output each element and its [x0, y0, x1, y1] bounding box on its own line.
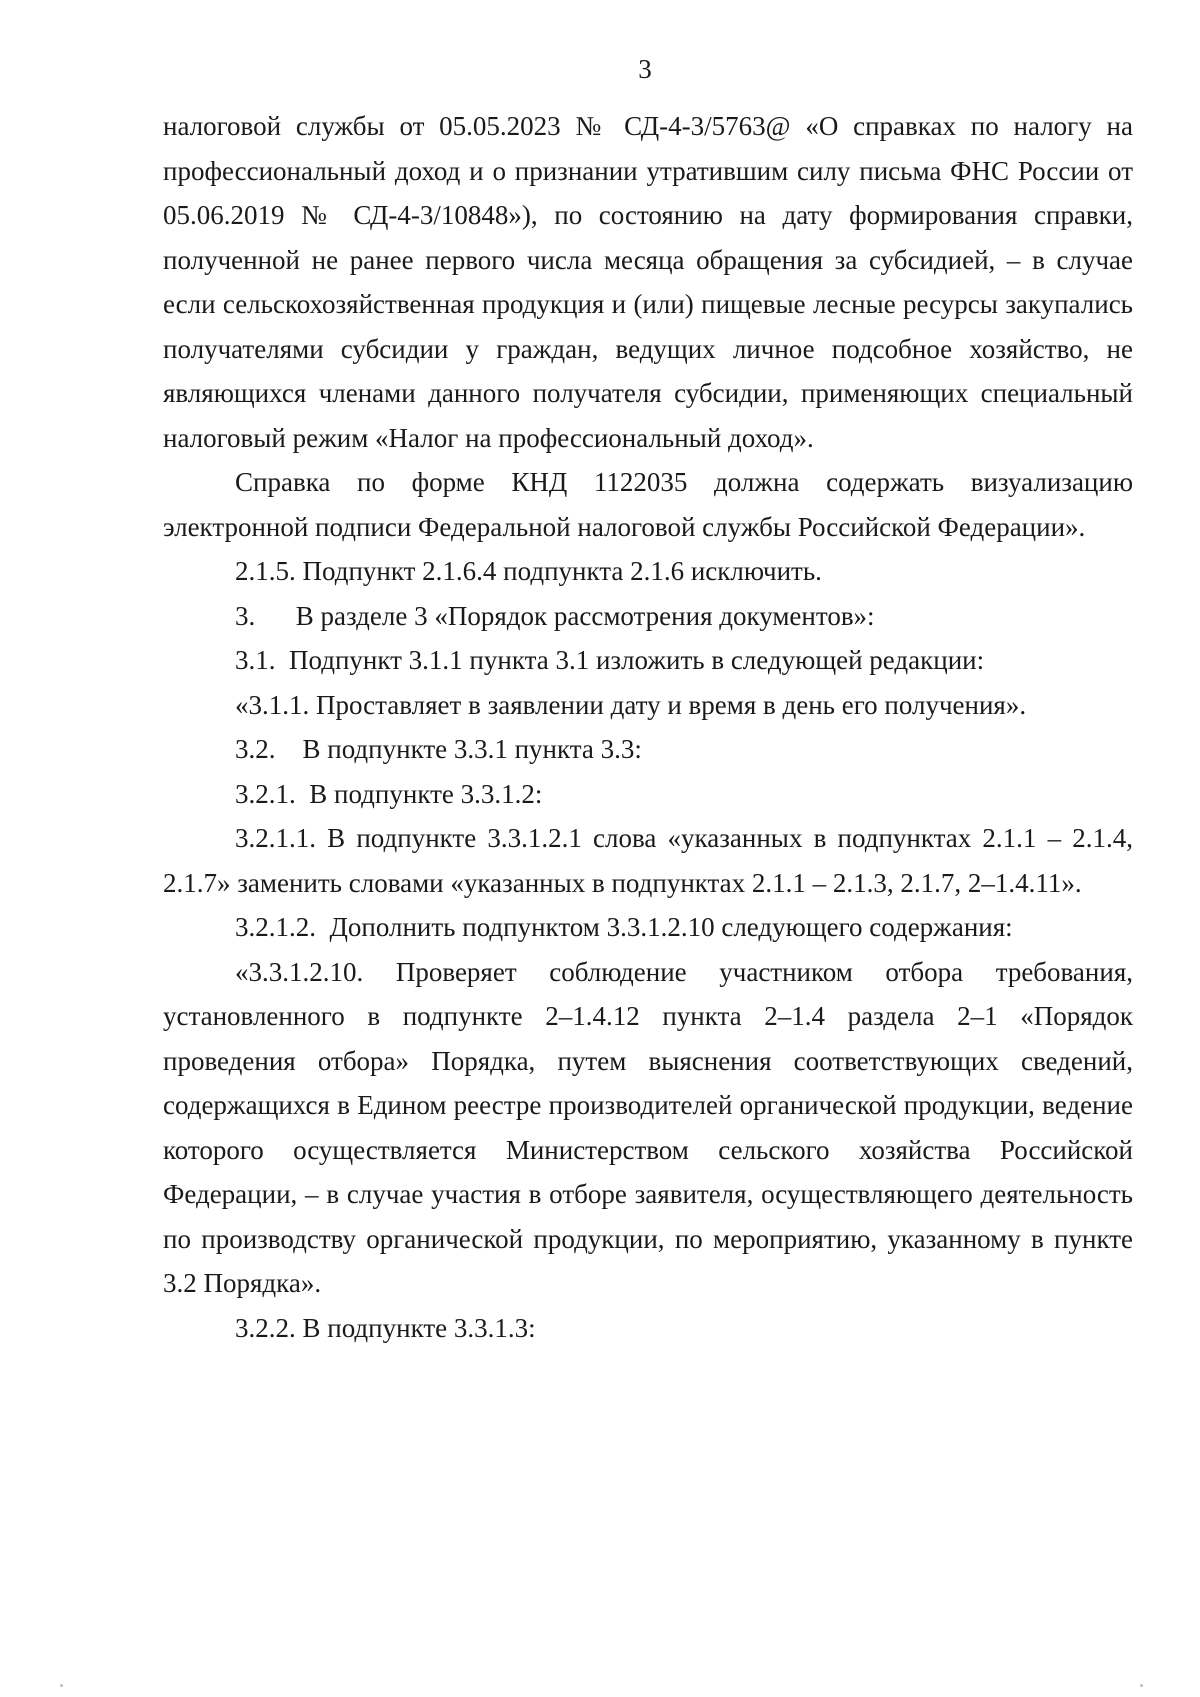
- paragraph-fns-certificate: налоговой службы от 05.05.2023 № СД-4-3/5763@ «О справках по налогу на профессиональный доход и о признании утратившим силу письма ФНС России от 05.06.2019 № СД-4-3/10848»), по состоянию на дату формирования справки, полученной не ранее первого числа месяца обращения за субсидией, – в случае если сельскохозяйственная продукция и (или) пищевые лесные ресурсы закупались получателями субсидии у граждан, ведущих личное подсобное хозяйство, не являющихся членами данного получателя субсидии, применяющих специальный налоговый режим «Налог на профессиональный доход».: [163, 111, 1133, 453]
- scan-artifact: [1140, 1684, 1143, 1687]
- paragraph-3-1-1-quote: «3.1.1. Проставляет в заявлении дату и время в день его получения».: [235, 689, 1027, 720]
- paragraph-3-2-2: 3.2.2. В подпункте 3.3.1.3:: [235, 1312, 536, 1343]
- paragraph-3-3-1-2-10-quote: «3.3.1.2.10. Проверяет соблюдение участником отбора требования, установленного в подпункте 2–1.4.12 пункта 2–1.4 раздела 2–1 «Порядок проведения отбора» Порядка, путем выяснения соответствующих сведений, содержащихся в Едином реестре производителей органической продукции, ведение которого осуществляется Министерством сельского хозяйства Российской Федерации, – в случае участия в отборе заявителя, осуществляющего деятельность по производству органической продукции, по мероприятию, указанному в пункте 3.2 Порядка».: [163, 956, 1133, 1298]
- paragraph-3-1: 3.1. Подпункт 3.1.1 пункта 3.1 изложить в следующей редакции:: [235, 645, 985, 675]
- page-number: 3: [638, 54, 652, 84]
- paragraph-2-1-5: 2.1.5. Подпункт 2.1.6.4 подпункта 2.1.6 исключить.: [235, 556, 822, 586]
- paragraph-3-2-1-2: 3.2.1.2. Дополнить подпунктом 3.3.1.2.10 следующего содержания:: [235, 912, 1013, 942]
- paragraph-knd-form: Справка по форме КНД 1122035 должна содержать визуализацию электронной подписи Федеральной налоговой службы Российской Федерации».: [163, 467, 1133, 542]
- paragraph-3-2-1-1: 3.2.1.1. В подпункте 3.3.1.2.1 слова «указанных в подпунктах 2.1.1 – 2.1.4, 2.1.7» заменить словами «указанных в подпунктах 2.1.1 – 2.1.3, 2.1.7, 2–1.4.11».: [163, 823, 1133, 898]
- document-body: [163, 104, 1133, 1350]
- paragraph-section-3: 3. В разделе 3 «Порядок рассмотрения документов»:: [235, 600, 875, 631]
- scan-artifact: [60, 1684, 63, 1687]
- paragraph-3-2-1: 3.2.1. В подпункте 3.3.1.2:: [235, 778, 543, 809]
- paragraph-3-2: 3.2. В подпункте 3.3.1 пункта 3.3:: [235, 734, 642, 764]
